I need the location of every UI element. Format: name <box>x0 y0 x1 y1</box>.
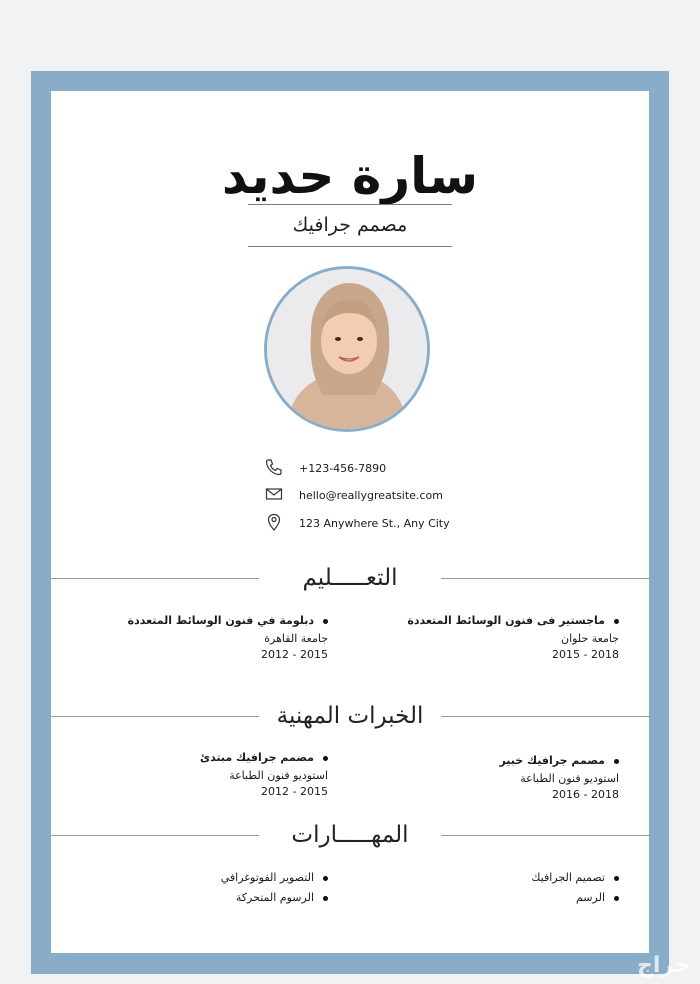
education-degree: ماجستير فى فنون الوسائط المتعددة <box>407 614 619 627</box>
education-degree: دبلومة في فنون الوسائط المتعددة <box>128 614 328 627</box>
education-years: 2012 - 2015 <box>261 648 328 661</box>
email-text: hello@reallygreatsite.com <box>299 489 443 502</box>
experience-years: 2012 - 2015 <box>261 785 328 798</box>
skill-item: التصوير الفوتوغرافي <box>221 871 328 884</box>
resume-sheet <box>51 91 649 953</box>
person-portrait-icon <box>267 269 427 429</box>
experience-company: استوديو فنون الطباعة <box>229 769 328 782</box>
skills-heading: المهـــــارات <box>291 822 409 848</box>
skill-item: الرسوم المتحركة <box>221 891 328 904</box>
profile-photo <box>264 266 430 432</box>
phone-text: +123-456-7890 <box>299 462 387 475</box>
experience-years: 2016 - 2018 <box>552 788 619 801</box>
experience-heading: الخبرات المهنية <box>276 703 424 729</box>
page-frame <box>31 71 669 974</box>
education-school: جامعة القاهرة <box>264 632 328 645</box>
experience-section-header <box>51 701 649 731</box>
education-school: جامعة حلوان <box>560 632 619 645</box>
skills-column-left <box>221 871 328 911</box>
education-years: 2015 - 2018 <box>552 648 619 661</box>
experience-role: مصمم جرافيك مبتدئ <box>200 751 328 764</box>
skill-item: تصميم الجرافيك <box>531 871 619 884</box>
address-text: 123 Anywhere St., Any City <box>299 517 450 530</box>
watermark-logo: حراج <box>637 953 690 978</box>
job-title: مصمم جرافيك <box>248 204 452 247</box>
experience-role: مصمم جرافيك خبير <box>499 754 619 767</box>
experience-company: استوديو فنون الطباعة <box>520 772 619 785</box>
person-name: سارة حديد <box>221 147 479 205</box>
mail-icon <box>264 484 284 504</box>
education-item <box>407 614 619 661</box>
experience-item <box>200 751 328 798</box>
skill-item: الرسم <box>531 891 619 904</box>
education-heading: التعـــــليم <box>302 565 398 591</box>
skills-section-header <box>51 820 649 850</box>
education-item <box>128 614 328 661</box>
location-pin-icon <box>264 512 284 532</box>
experience-item <box>499 754 619 801</box>
skills-column-right <box>531 871 619 911</box>
phone-icon <box>264 457 284 477</box>
education-section-header <box>51 563 649 593</box>
